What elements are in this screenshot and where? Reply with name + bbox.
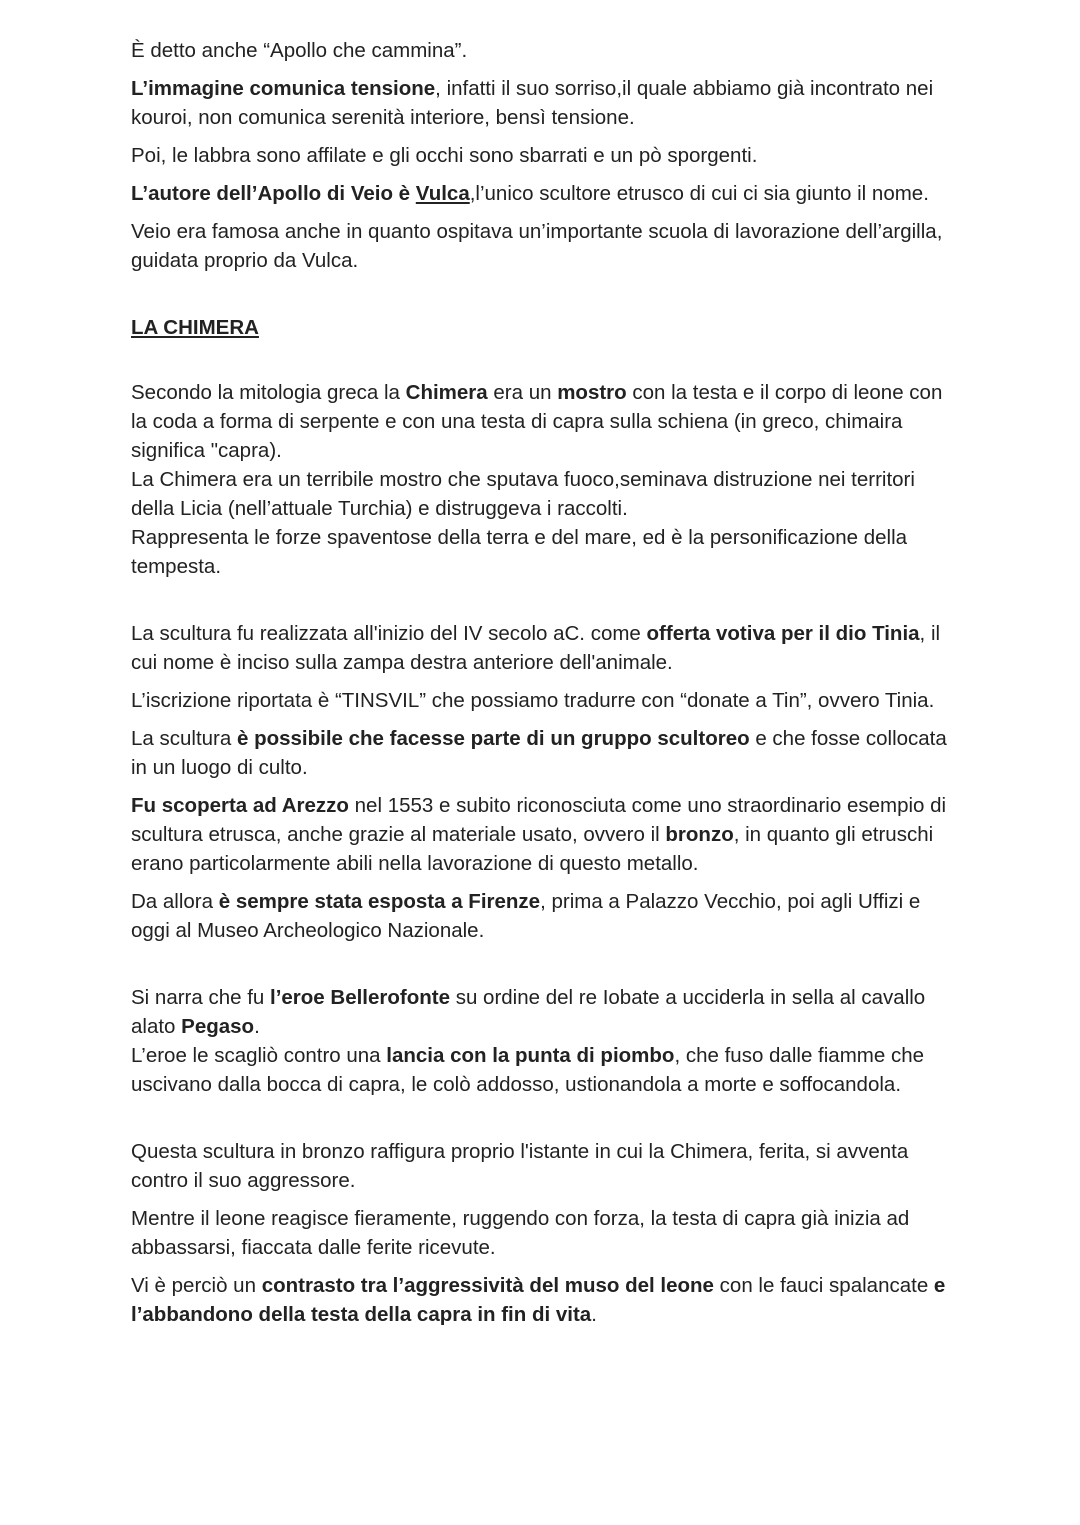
bold-text: L’immagine comunica tensione xyxy=(131,77,436,100)
text: con le fauci spalancate xyxy=(713,1274,934,1297)
text: Rappresenta le forze spaventose della terra e del mare, ed è la personificazione della tempesta. xyxy=(131,526,908,578)
text: su ordine del re Iobate a ucciderla in sella al cavallo alato xyxy=(131,986,926,1038)
text: La scultura fu realizzata all'inizio del IV secolo aC. come xyxy=(131,622,647,645)
text: L’iscrizione riportata è “TINSVIL” che possiamo tradurre con “donate a Tin”, ovvero Tinia. xyxy=(131,689,935,712)
text: . xyxy=(591,1303,597,1326)
paragraph-lion-reaction xyxy=(131,1204,951,1262)
bold-text: mostro xyxy=(557,381,627,404)
text: L’eroe le scagliò contro una xyxy=(131,1044,387,1067)
section-heading-chimera: LA CHIMERA xyxy=(131,316,259,339)
text: Secondo la mitologia greca la xyxy=(131,381,406,404)
bold-text: è possibile che facesse parte di un gruppo scultoreo xyxy=(236,727,750,750)
bold-text: offerta votiva per il dio Tinia xyxy=(646,622,920,645)
text: , che fuso dalle fiamme che uscivano dalla bocca di capra, le colò addosso, ustionandola a morte e soffocandola. xyxy=(131,1044,924,1096)
text: , infatti il suo sorriso,il quale abbiamo già incontrato nei kouroi, non comunica serenità interiore, bensì tensione. xyxy=(131,77,934,129)
paragraph-bronze-instant xyxy=(131,1137,951,1195)
text: La Chimera era un terribile mostro che sputava fuoco,seminava distruzione nei territori della Licia (nell’attuale Turchia) e distruggeva i raccolti. xyxy=(131,468,915,520)
bold-text: contrasto tra l’aggressività del muso del leone xyxy=(261,1274,714,1297)
text: nel 1553 e subito riconosciuta come uno straordinario esempio di scultura etrusca, anche grazie al materiale usato, ovvero il xyxy=(131,794,947,846)
text: Si narra che fu xyxy=(131,986,271,1009)
text: Poi, le labbra sono affilate e gli occhi sono sbarrati e un pò sporgenti. xyxy=(131,144,758,167)
document-page xyxy=(131,36,951,1338)
paragraph-sculptural-group xyxy=(131,724,951,782)
paragraph-votive-offering xyxy=(131,619,951,677)
paragraph-author-vulca xyxy=(131,179,951,208)
bold-text: L’autore dell’Apollo di Veio è xyxy=(131,182,416,205)
paragraph-veio-school xyxy=(131,217,951,275)
paragraph-tension xyxy=(131,74,951,132)
text: Mentre il leone reagisce fieramente, ruggendo con forza, la testa di capra già inizia ad abbassarsi, fiaccata dalle ferite ricevute. xyxy=(131,1207,910,1259)
text: . xyxy=(254,1015,260,1038)
underlined-name-vulca: Vulca xyxy=(415,182,470,205)
text: , il cui nome è inciso sulla zampa destra anteriore dell'animale. xyxy=(131,622,941,674)
bold-text: bronzo xyxy=(665,823,734,846)
paragraph-contrast xyxy=(131,1271,951,1329)
bold-text: Fu scoperta ad Arezzo xyxy=(131,794,349,817)
text: e che fosse collocata in un luogo di culto. xyxy=(131,727,947,779)
paragraph-chimera-myth xyxy=(131,378,951,581)
bold-text: l’eroe Bellerofonte xyxy=(270,986,451,1009)
text: Veio era famosa anche in quanto ospitava un’importante scuola di lavorazione dell’argilla, guidata proprio da Vulca. xyxy=(131,220,943,272)
paragraph-lips-eyes xyxy=(131,141,951,170)
text: Vi è perciò un xyxy=(131,1274,262,1297)
bold-text: è sempre stata esposta a Firenze xyxy=(218,890,541,913)
text: con la testa e il corpo di leone con la coda a forma di serpente e con una testa di capra sulla schiena (in greco, chimaira significa "capra). xyxy=(131,381,943,462)
paragraph-discovery-arezzo xyxy=(131,791,951,878)
text: Questa scultura in bronzo raffigura proprio l'istante in cui la Chimera, ferita, si avventa contro il suo aggressore. xyxy=(131,1140,909,1192)
text: È detto anche “Apollo che cammina”. xyxy=(131,39,468,62)
bold-text: Chimera xyxy=(405,381,488,404)
bold-text: e l’abbandono della testa della capra in fin di vita xyxy=(131,1274,946,1326)
text: Da allora xyxy=(131,890,219,913)
bold-text: Pegaso xyxy=(181,1015,255,1038)
text: , in quanto gli etruschi erano particolarmente abili nella lavorazione di questo metallo. xyxy=(131,823,934,875)
text: La scultura xyxy=(131,727,237,750)
paragraph-apollo-walking xyxy=(131,36,951,65)
paragraph-inscription xyxy=(131,686,951,715)
text: ,l’unico scultore etrusco di cui ci sia giunto il nome. xyxy=(469,182,929,205)
text: era un xyxy=(487,381,558,404)
text: , prima a Palazzo Vecchio, poi agli Uffizi e oggi al Museo Archeologico Nazionale. xyxy=(131,890,921,942)
paragraph-bellerofonte xyxy=(131,983,951,1099)
bold-text: lancia con la punta di piombo xyxy=(386,1044,675,1067)
paragraph-firenze xyxy=(131,887,951,945)
